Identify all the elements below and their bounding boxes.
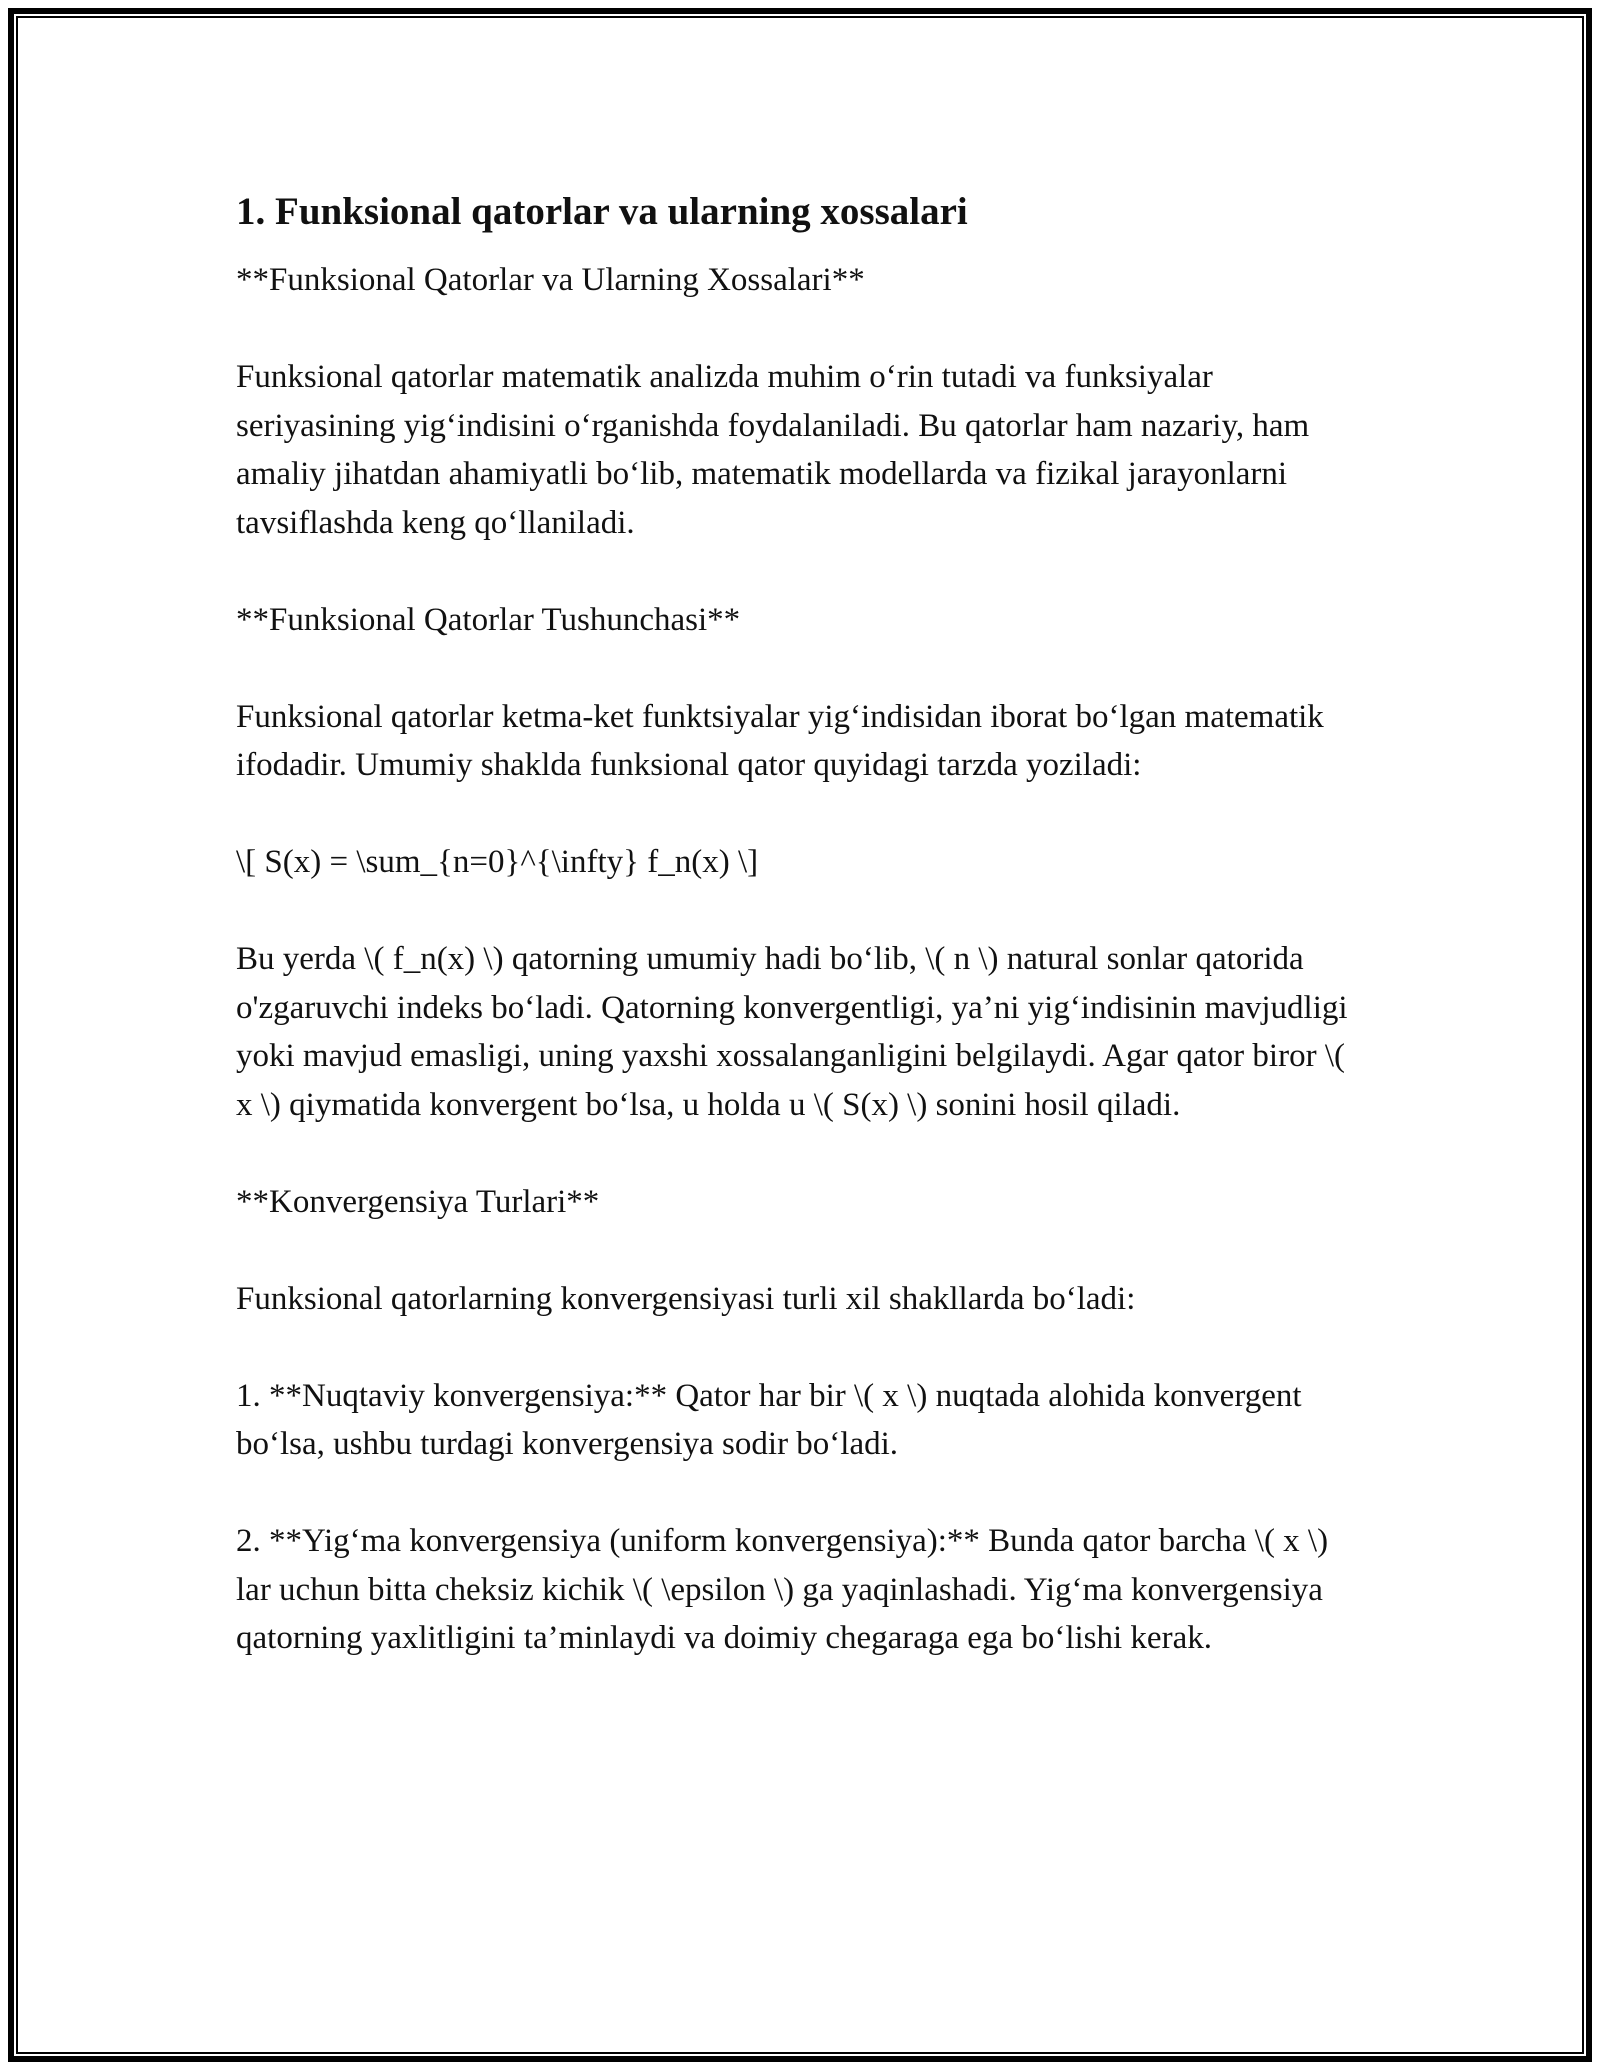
paragraph-definition: Funksional qatorlar ketma-ket funktsiyalar yig‘indisidan iborat bo‘lgan matematik ifodadir. Umumiy shaklda funksional qator quyidagi tarzda yoziladi:: [236, 698, 1324, 783]
paragraph-heading-convergence-types: **Konvergensiya Turlari**: [236, 1183, 600, 1220]
paragraph-formula: \[ S(x) = \sum_{n=0}^{\infty} f_n(x) \]: [236, 844, 759, 880]
list-item-pointwise-convergence: 1. **Nuqtaviy konvergensiya:** Qator har bir \( x \) nuqtada alohida konvergent bo‘lsa, ushbu turdagi konvergensiya sodir bo‘ladi.: [236, 1377, 1302, 1462]
list-item-uniform-convergence: 2. **Yig‘ma konvergensiya (uniform konvergensiya):** Bunda qator barcha \( x \) lar uchun bitta cheksiz kichik \( \epsilon \) ga yaqinlashadi. Yig‘ma konvergensiya qatorning yaxlitligini ta’minlaydi va doimiy chegaraga ega bo‘lishi kerak.: [236, 1523, 1329, 1656]
paragraph-intro: Funksional qatorlar matematik analizda muhim o‘rin tutadi va funksiyalar seriyasining yig‘indisini o‘rganishda foydalaniladi. Bu qatorlar ham nazariy, ham amaliy jihatdan ahamiyatli bo‘lib, matematik modellarda va fizikal jarayonlarni tavsiflashda keng qo‘llaniladi.: [236, 359, 1310, 541]
paragraph-heading-main: **Funksional Qatorlar va Ularning Xossalari**: [236, 262, 865, 298]
paragraph-explanation: Bu yerda \( f_n(x) \) qatorning umumiy hadi bo‘lib, \( n \) natural sonlar qatorida o'zgaruvchi indeks bo‘ladi. Qatorning konvergentligi, ya’ni yig‘indisinin mavjudligi yoki mavjud emasligi, uning yaxshi xossalanganligini belgilaydi. Agar qator biror \( x \) qiymatida konvergent bo‘lsa, u holda u \( S(x) \) sonini hosil qiladi.: [236, 941, 1348, 1123]
document-body: [236, 186, 1366, 1711]
paragraph-convergence-intro: Funksional qatorlarning konvergensiyasi turli xil shakllarda bo‘ladi:: [236, 1280, 1136, 1317]
paragraph-heading-concept: **Funksional Qatorlar Tushunchasi**: [236, 601, 741, 638]
document-title: 1. Funksional qatorlar va ularning xossalari: [236, 190, 968, 233]
